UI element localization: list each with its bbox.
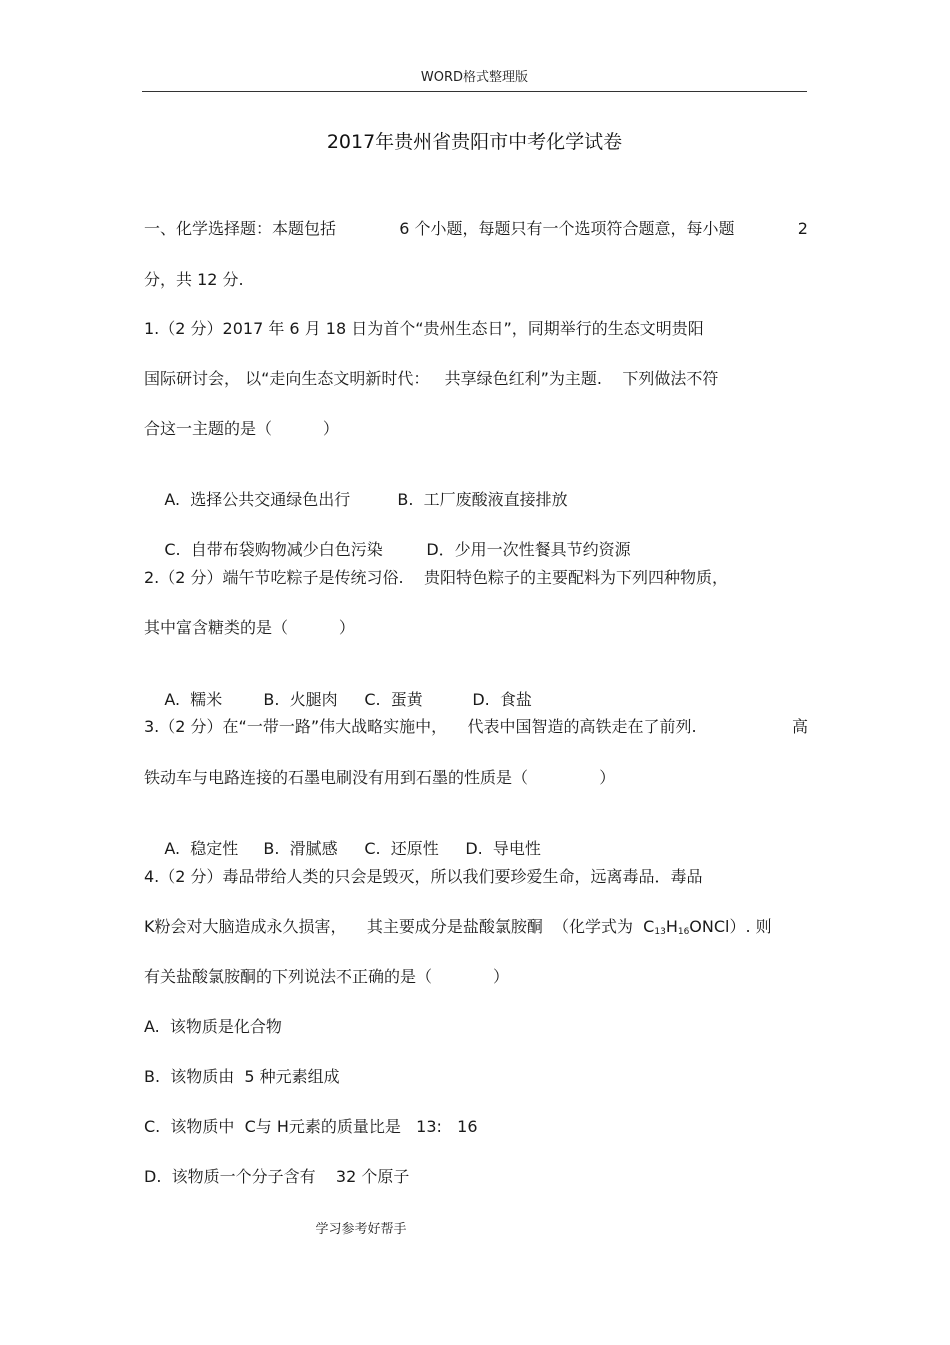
q3-option-b: B. 滑腻感	[263, 839, 338, 858]
q3-option-d: D. 导电性	[465, 839, 541, 858]
page-title: 2017年贵州省贵阳市中考化学试卷	[326, 131, 623, 153]
header-divider	[142, 91, 807, 92]
section-heading-part2: 6 个小题，每题只有一个选项符合题意，每小题	[399, 219, 735, 238]
q2-option-d: D. 食盐	[472, 690, 532, 709]
q3-option-c: C. 还原性	[364, 839, 439, 858]
q3-stem-line2: 铁动车与电路连接的石墨电刷没有用到石墨的性质是（ ）	[144, 768, 616, 787]
q2-option-c: C. 蛋黄	[364, 690, 423, 709]
q2-option-a: A. 糯米	[164, 690, 223, 709]
q1-stem-line1: 1.（2 分）2017 年 6 月 18 日为首个“贵州生态日”，同期举行的生态文明贵阳	[144, 319, 704, 338]
q4-option-c: C. 该物质中 C与 H元素的质量比是 13: 16	[144, 1117, 478, 1136]
q4-option-d: D. 该物质一个分子含有 32 个原子	[144, 1167, 410, 1186]
q1-stem-line3: 合这一主题的是（ ）	[144, 419, 339, 438]
q3-stem-line1-text: 3.（2 分）在“一带一路”伟大战略实施中， 代表中国智造的高铁走在了前列.	[144, 717, 697, 736]
formula-subscript-c: 13	[654, 927, 666, 937]
q1-stem-line2: 国际研讨会， 以“走向生态文明新时代： 共享绿色红利”为主题. 下列做法不符	[144, 369, 719, 388]
q2-stem-line2: 其中富含糖类的是（ ）	[144, 618, 355, 637]
q3-option-a: A. 稳定性	[164, 839, 239, 858]
q2-stem-line1: 2.（2 分）端午节吃粽子是传统习俗. 贵阳特色粽子的主要配料为下列四种物质，	[144, 568, 728, 587]
page-footer: 学习参考好帮手	[315, 1222, 407, 1237]
section-heading-part1: 一、化学选择题：本题包括	[144, 219, 337, 238]
q4-stem-line3: 有关盐酸氯胺酮的下列说法不正确的是（ ）	[144, 967, 510, 986]
q1-option-c: C. 自带布袋购物减少白色污染	[164, 540, 383, 559]
q4-option-b: B. 该物质由 5 种元素组成	[144, 1067, 340, 1086]
page-header: WORD格式整理版	[420, 70, 529, 85]
q3-stem-line1-end: 高	[791, 717, 808, 736]
q4-stem-line1: 4.（2 分）毒品带给人类的只会是毁灭，所以我们要珍爱生命，远离毒品．毒品	[144, 867, 703, 886]
q2-option-b: B. 火腿肉	[263, 690, 338, 709]
section-heading-line2: 分，共 12 分.	[144, 270, 244, 289]
q1-option-b: B. 工厂废酸液直接排放	[397, 490, 568, 509]
q4-stem-line2-end: ONCl）. 则	[689, 917, 772, 936]
q1-option-d: D．少用一次性餐具节约资源	[426, 540, 631, 559]
q3-stem-line1	[144, 716, 808, 738]
section-heading	[144, 218, 808, 240]
formula-h: H	[665, 917, 678, 936]
q4-stem-line2	[144, 916, 808, 943]
formula-subscript-h: 16	[677, 927, 690, 937]
section-heading-part3: 2	[797, 219, 808, 238]
q4-stem-line2-text: K粉会对大脑造成永久损害， 其主要成分是盐酸氯胺酮 （化学式为 C	[144, 917, 655, 936]
q1-option-a: A. 选择公共交通绿色出行	[164, 490, 351, 509]
q4-option-a: A. 该物质是化合物	[144, 1017, 282, 1036]
